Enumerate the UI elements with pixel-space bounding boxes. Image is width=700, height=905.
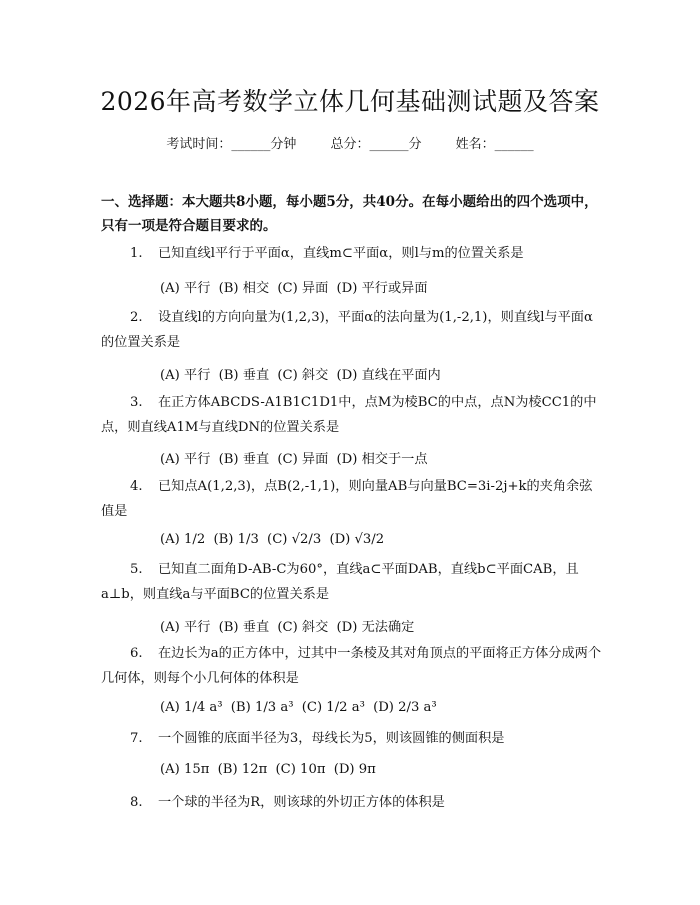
option-d: (D) 平行或异面 [336, 281, 428, 296]
question-number: 2. [130, 310, 143, 325]
option-c: (C) 1/2 a³ [301, 700, 365, 715]
option-a: (A) 平行 [160, 452, 211, 467]
option-d: (D) 直线在平面内 [336, 368, 441, 383]
total-score-field: 总分：______分 [330, 137, 422, 152]
option-d: (D) 9π [333, 762, 376, 777]
option-d: (D) 相交于一点 [336, 452, 428, 467]
question-text: 一个圆锥的底面半径为3，母线长为5，则该圆锥的侧面积是 [158, 731, 505, 746]
option-c: (C) 异面 [277, 452, 329, 467]
exam-info-line [0, 133, 700, 152]
option-b: (B) 相交 [218, 281, 270, 296]
question-text: 在边长为a的正方体中，过其中一条棱及其对角顶点的平面将正方体分成两个几何体，则每个小几何体的体积是 [101, 646, 602, 686]
question-number: 3. [130, 395, 143, 410]
option-a: (A) 1/4 a³ [160, 700, 223, 715]
section-heading-choice: 一、选择题：本大题共8小题，每小题5分，共40分。在每小题给出的四个选项中，只有一项是符合题目要求的。 [101, 194, 598, 234]
question-3 [101, 390, 603, 440]
question-text: 设直线l的方向向量为(1,2,3)，平面α的法向量为(1,-2,1)，则直线l与平面α的位置关系是 [101, 310, 593, 350]
question-6 [101, 641, 603, 691]
option-c: (C) 异面 [277, 281, 329, 296]
option-a: (A) 1/2 [160, 532, 206, 547]
option-c: (C) 10π [275, 762, 326, 777]
question-4 [101, 474, 603, 524]
option-a: (A) 平行 [160, 620, 211, 635]
question-number: 7. [130, 731, 143, 746]
question-text: 已知点A(1,2,3)，点B(2,-1,1)，则向量AB与向量BC=3i-2j+k的夹角余弦值是 [101, 479, 593, 519]
question-1 [101, 241, 603, 266]
options-5 [160, 616, 418, 635]
question-text: 一个球的半径为R，则该球的外切正方体的体积是 [158, 795, 445, 810]
question-2 [101, 305, 603, 355]
options-2 [160, 364, 445, 383]
option-b: (B) 1/3 a³ [230, 700, 294, 715]
question-text: 已知直线l平行于平面α，直线m⊂平面α，则l与m的位置关系是 [158, 246, 524, 261]
question-number: 6. [130, 646, 143, 661]
option-b: (B) 垂直 [218, 368, 270, 383]
page-title: 2026年高考数学立体几何基础测试题及答案 [100, 87, 600, 116]
option-d: (D) 2/3 a³ [373, 700, 437, 715]
options-1 [160, 277, 432, 296]
exam-time-field: 考试时间：______分钟 [166, 137, 297, 152]
question-number: 8. [130, 795, 143, 810]
option-b: (B) 1/3 [213, 532, 259, 547]
option-b: (B) 12π [217, 762, 268, 777]
student-name-field: 姓名：______ [455, 137, 534, 152]
option-c: (C) 斜交 [277, 620, 329, 635]
question-number: 5. [130, 562, 143, 577]
option-a: (A) 15π [160, 762, 210, 777]
option-c: (C) 斜交 [277, 368, 329, 383]
question-number: 1. [130, 246, 143, 261]
option-a: (A) 平行 [160, 281, 211, 296]
question-5 [101, 557, 603, 607]
option-a: (A) 平行 [160, 368, 211, 383]
question-8 [101, 790, 603, 815]
options-4 [160, 532, 388, 547]
options-3 [160, 448, 432, 467]
option-c: (C) √2/3 [267, 532, 322, 547]
option-d: (D) √3/2 [329, 532, 385, 547]
question-text: 在正方体ABCDS-A1B1C1D1中，点M为棱BC的中点，点N为棱CC1的中点，则直线A1M与直线DN的位置关系是 [101, 395, 597, 435]
option-d: (D) 无法确定 [336, 620, 415, 635]
question-text: 已知直二面角D-AB-C为60°，直线a⊂平面DAB，直线b⊂平面CAB，且a⊥b，则直线a与平面BC的位置关系是 [101, 562, 579, 602]
option-b: (B) 垂直 [218, 620, 270, 635]
option-b: (B) 垂直 [218, 452, 270, 467]
options-7 [160, 762, 380, 777]
options-6 [160, 700, 441, 715]
question-7 [101, 726, 603, 751]
question-number: 4. [130, 479, 143, 494]
